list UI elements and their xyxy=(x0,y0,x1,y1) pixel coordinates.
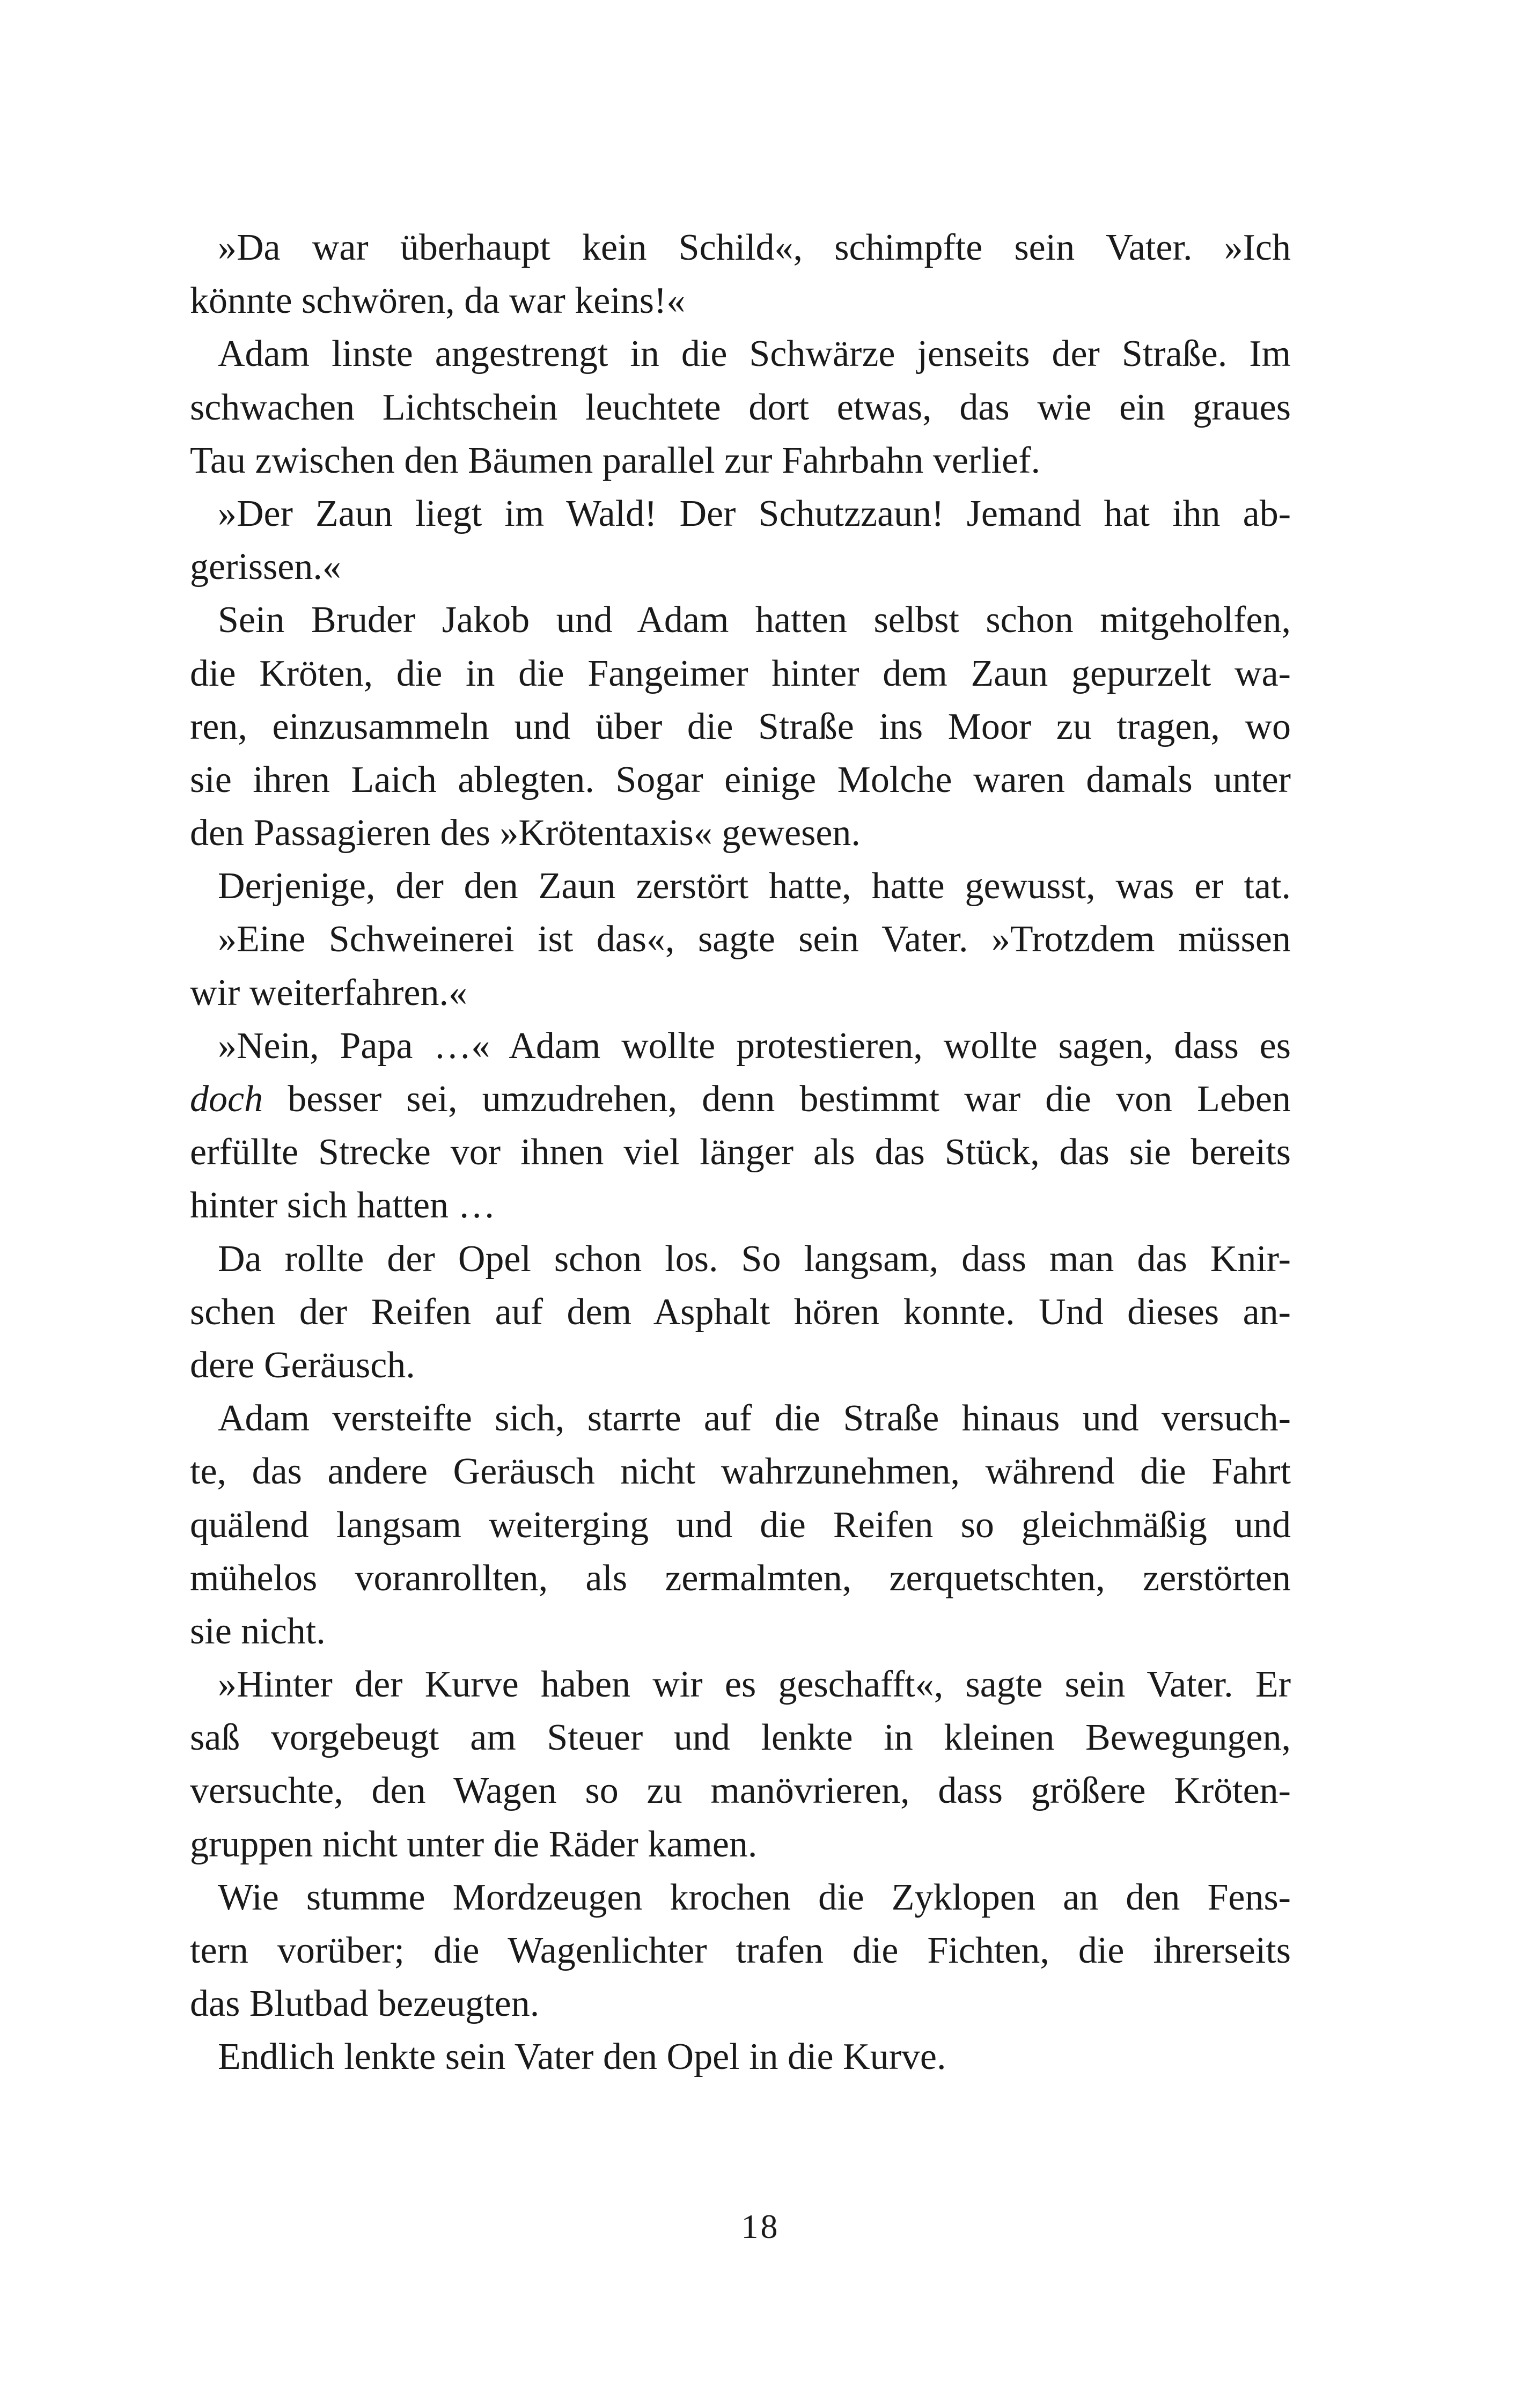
text-line xyxy=(190,806,1291,860)
text-line xyxy=(190,1711,1291,1764)
text-segment: Endlich lenkte sein Vater den Opel in die Kurve. xyxy=(218,2036,946,2078)
text-segment: die Kröten, die in die Fangeimer hinter dem Zaun gepurzelt wa- xyxy=(190,652,1291,694)
text-line xyxy=(190,647,1291,700)
text-line xyxy=(190,1818,1291,1871)
text-segment: quälend langsam weiterging und die Reifen so gleichmäßig und xyxy=(190,1504,1291,1546)
text-segment: hinter sich hatten … xyxy=(190,1185,496,1227)
text-segment: gruppen nicht unter die Räder kamen. xyxy=(190,1823,758,1865)
text-segment: mühelos voranrollten, als zermalmten, zerquetschten, zerstörten xyxy=(190,1557,1291,1599)
text-line xyxy=(190,540,1291,593)
text-segment: Da rollte der Opel schon los. So langsam, dass man das Knir- xyxy=(218,1238,1291,1280)
text-line xyxy=(190,1179,1291,1232)
text-segment: »Eine Schweinerei ist das«, sagte sein Vater. »Trotzdem müssen xyxy=(218,919,1291,960)
text-line xyxy=(190,913,1291,966)
text-segment: te, das andere Geräusch nicht wahrzunehmen, während die Fahrt xyxy=(190,1451,1291,1493)
text-line xyxy=(190,1019,1291,1073)
text-segment: ren, einzusammeln und über die Straße ins Moor zu tragen, wo xyxy=(190,706,1291,747)
body-text xyxy=(190,221,1291,2084)
text-segment: wir weiterfahren.« xyxy=(190,972,467,1014)
text-line xyxy=(190,1871,1291,1924)
text-line xyxy=(190,1605,1291,1658)
text-segment: tern vorüber; die Wagenlichter trafen die Fichten, die ihrerseits xyxy=(190,1930,1291,1971)
text-segment: sie nicht. xyxy=(190,1610,326,1652)
text-segment: sie ihren Laich ablegten. Sogar einige Molche waren damals unter xyxy=(190,759,1291,801)
text-line xyxy=(190,700,1291,753)
text-line xyxy=(190,966,1291,1019)
text-line xyxy=(190,1445,1291,1498)
text-line xyxy=(190,1339,1291,1392)
text-segment: gerissen.« xyxy=(190,546,341,588)
text-line xyxy=(190,1552,1291,1605)
text-segment: schwachen Lichtschein leuchtete dort etwas, das wie ein graues xyxy=(190,386,1291,428)
text-segment: Derjenige, der den Zaun zerstört hatte, hatte gewusst, was er tat. xyxy=(218,865,1291,907)
text-line xyxy=(190,753,1291,806)
text-segment: besser sei, umzudrehen, denn bestimmt war die von Leben xyxy=(263,1078,1291,1120)
text-segment: den Passagieren des »Krötentaxis« gewesen. xyxy=(190,812,861,854)
text-segment: Adam linste angestrengt in die Schwärze jenseits der Straße. Im xyxy=(218,333,1291,375)
text-segment: saß vorgebeugt am Steuer und lenkte in kleinen Bewegungen, xyxy=(190,1717,1291,1759)
text-line xyxy=(190,1658,1291,1711)
text-line xyxy=(190,2030,1291,2083)
text-segment: schen der Reifen auf dem Asphalt hören konnte. Und dieses an- xyxy=(190,1291,1291,1333)
text-line xyxy=(190,1232,1291,1286)
text-segment: Adam versteifte sich, starrte auf die Straße hinaus und versuch- xyxy=(218,1398,1291,1440)
text-line xyxy=(190,1392,1291,1445)
text-segment: »Hinter der Kurve haben wir es geschafft«, sagte sein Vater. Er xyxy=(218,1664,1291,1706)
text-segment: dere Geräusch. xyxy=(190,1344,415,1386)
text-segment: »Nein, Papa …« Adam wollte protestieren, wollte sagen, dass es xyxy=(218,1025,1291,1067)
text-segment: Tau zwischen den Bäumen parallel zur Fahrbahn verlief. xyxy=(190,439,1041,481)
text-segment: Sein Bruder Jakob und Adam hatten selbst schon mitgeholfen, xyxy=(218,599,1291,641)
text-line xyxy=(190,221,1291,274)
text-line xyxy=(190,860,1291,913)
text-line xyxy=(190,593,1291,647)
text-line xyxy=(190,487,1291,540)
text-line xyxy=(190,1073,1291,1126)
text-segment: »Da war überhaupt kein Schild«, schimpfte sein Vater. »Ich xyxy=(218,227,1291,268)
text-line xyxy=(190,1286,1291,1339)
text-line xyxy=(190,1499,1291,1552)
text-line xyxy=(190,1126,1291,1179)
text-segment: könnte schwören, da war keins!« xyxy=(190,280,686,322)
text-line xyxy=(190,274,1291,327)
text-line xyxy=(190,1764,1291,1817)
text-line xyxy=(190,434,1291,487)
text-segment: Wie stumme Mordzeugen krochen die Zyklopen an den Fens- xyxy=(218,1876,1291,1918)
text-line xyxy=(190,327,1291,380)
text-segment: das Blutbad bezeugten. xyxy=(190,1983,540,2025)
text-segment: versuchte, den Wagen so zu manövrieren, dass größere Kröten- xyxy=(190,1770,1291,1812)
text-segment: »Der Zaun liegt im Wald! Der Schutzzaun! Jemand hat ihn ab- xyxy=(218,493,1291,534)
text-line xyxy=(190,1977,1291,2030)
text-line xyxy=(190,381,1291,434)
text-line xyxy=(190,1924,1291,1977)
text-segment: erfüllte Strecke vor ihnen viel länger als das Stück, das sie bereits xyxy=(190,1132,1291,1173)
page-number: 18 xyxy=(741,2207,780,2245)
italic-text: doch xyxy=(190,1078,263,1120)
